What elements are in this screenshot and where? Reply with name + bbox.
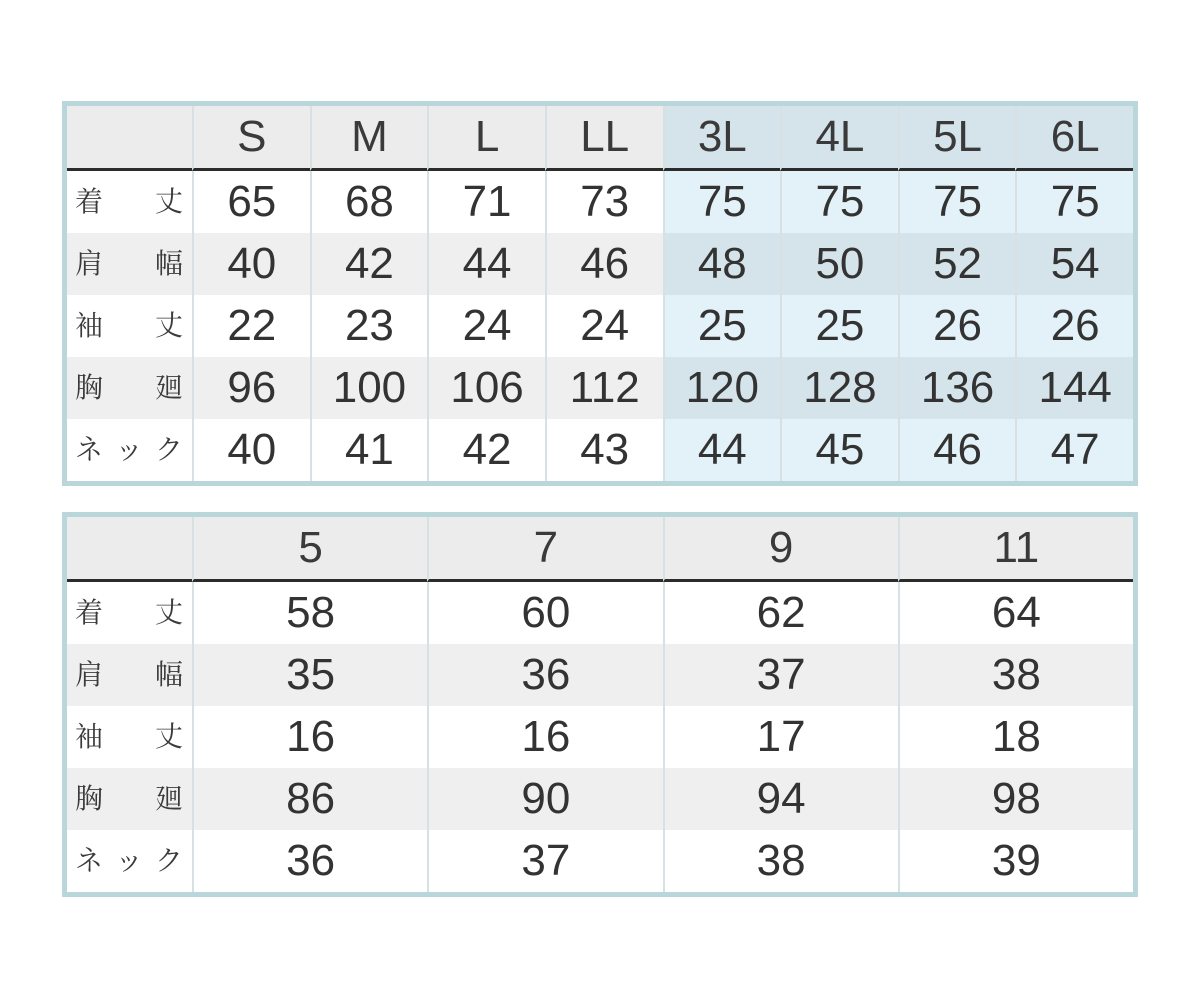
cell-value: 86	[192, 768, 427, 830]
row-label-char: 丈	[154, 309, 183, 342]
cell-value: 42	[310, 233, 428, 295]
row-label-char: 肩	[75, 247, 104, 280]
row-label-char: 袖	[75, 309, 104, 342]
cell-value: 16	[192, 706, 427, 768]
row-label	[67, 706, 192, 768]
size-header: 3L	[663, 106, 781, 171]
size-header: 5L	[898, 106, 1016, 171]
size-header: 6L	[1015, 106, 1133, 171]
cell-value: 48	[663, 233, 781, 295]
size-header: S	[192, 106, 310, 171]
cell-value: 144	[1015, 357, 1133, 419]
cell-value: 68	[310, 171, 428, 233]
row-label-char: 幅	[154, 247, 183, 280]
cell-value: 44	[663, 419, 781, 481]
row-label	[67, 830, 192, 892]
cell-value: 75	[663, 171, 781, 233]
cell-value: 54	[1015, 233, 1133, 295]
row-label	[67, 357, 192, 419]
cell-value: 64	[898, 582, 1133, 644]
row-label-char: 幅	[154, 658, 183, 691]
cell-value: 37	[663, 644, 898, 706]
row-label-char: 丈	[154, 596, 183, 629]
cell-value: 17	[663, 706, 898, 768]
cell-value: 23	[310, 295, 428, 357]
row-label	[67, 295, 192, 357]
cell-value: 45	[780, 419, 898, 481]
row-label-char: 廻	[154, 782, 183, 815]
cell-value: 44	[427, 233, 545, 295]
cell-value: 58	[192, 582, 427, 644]
cell-value: 120	[663, 357, 781, 419]
cell-value: 22	[192, 295, 310, 357]
row-label-char: 着	[75, 596, 104, 629]
row-label	[67, 582, 192, 644]
table-row	[67, 233, 1133, 295]
cell-value: 62	[663, 582, 898, 644]
table-row	[67, 419, 1133, 481]
header-row	[67, 106, 1133, 171]
table-row	[67, 357, 1133, 419]
cell-value: 50	[780, 233, 898, 295]
row-label-char: 丈	[154, 185, 183, 218]
cell-value: 24	[427, 295, 545, 357]
row-label-char: ッ	[114, 433, 143, 466]
cell-value: 40	[192, 233, 310, 295]
cell-value: 46	[898, 419, 1016, 481]
cell-value: 25	[663, 295, 781, 357]
cell-value: 75	[780, 171, 898, 233]
row-label-char: ッ	[114, 844, 143, 877]
cell-value: 75	[1015, 171, 1133, 233]
cell-value: 38	[898, 644, 1133, 706]
cell-value: 65	[192, 171, 310, 233]
table-row	[67, 644, 1133, 706]
row-label-char: ク	[154, 844, 183, 877]
cell-value: 52	[898, 233, 1016, 295]
cell-value: 39	[898, 830, 1133, 892]
row-label-char: 胸	[75, 782, 104, 815]
cell-value: 75	[898, 171, 1016, 233]
cell-value: 40	[192, 419, 310, 481]
cell-value: 43	[545, 419, 663, 481]
row-label	[67, 233, 192, 295]
table-row	[67, 706, 1133, 768]
table-row	[67, 768, 1133, 830]
corner-cell	[67, 106, 192, 171]
row-label	[67, 171, 192, 233]
cell-value: 37	[427, 830, 662, 892]
table-row	[67, 171, 1133, 233]
cell-value: 36	[192, 830, 427, 892]
cell-value: 36	[427, 644, 662, 706]
size-table-letter	[62, 101, 1138, 486]
cell-value: 26	[1015, 295, 1133, 357]
cell-value: 73	[545, 171, 663, 233]
cell-value: 24	[545, 295, 663, 357]
size-header: 9	[663, 517, 898, 582]
cell-value: 41	[310, 419, 428, 481]
cell-value: 100	[310, 357, 428, 419]
cell-value: 26	[898, 295, 1016, 357]
row-label-char: 肩	[75, 658, 104, 691]
row-label	[67, 768, 192, 830]
row-label-char: 丈	[154, 720, 183, 753]
size-table-numeric	[62, 512, 1138, 897]
size-header: L	[427, 106, 545, 171]
cell-value: 136	[898, 357, 1016, 419]
size-header: 5	[192, 517, 427, 582]
cell-value: 46	[545, 233, 663, 295]
cell-value: 35	[192, 644, 427, 706]
table-row	[67, 830, 1133, 892]
cell-value: 98	[898, 768, 1133, 830]
size-header: M	[310, 106, 428, 171]
corner-cell	[67, 517, 192, 582]
cell-value: 38	[663, 830, 898, 892]
row-label-char: ネ	[75, 433, 104, 466]
cell-value: 94	[663, 768, 898, 830]
table-row	[67, 295, 1133, 357]
row-label-char: ク	[154, 433, 183, 466]
cell-value: 16	[427, 706, 662, 768]
cell-value: 71	[427, 171, 545, 233]
cell-value: 47	[1015, 419, 1133, 481]
size-header: 7	[427, 517, 662, 582]
cell-value: 90	[427, 768, 662, 830]
cell-value: 96	[192, 357, 310, 419]
cell-value: 42	[427, 419, 545, 481]
table-row	[67, 582, 1133, 644]
row-label-char: 袖	[75, 720, 104, 753]
size-header: 11	[898, 517, 1133, 582]
size-header: 4L	[780, 106, 898, 171]
row-label	[67, 644, 192, 706]
cell-value: 128	[780, 357, 898, 419]
cell-value: 112	[545, 357, 663, 419]
row-label	[67, 419, 192, 481]
row-label-char: ネ	[75, 844, 104, 877]
header-row	[67, 517, 1133, 582]
cell-value: 106	[427, 357, 545, 419]
row-label-char: 胸	[75, 371, 104, 404]
cell-value: 60	[427, 582, 662, 644]
row-label-char: 着	[75, 185, 104, 218]
size-header: LL	[545, 106, 663, 171]
cell-value: 25	[780, 295, 898, 357]
row-label-char: 廻	[154, 371, 183, 404]
cell-value: 18	[898, 706, 1133, 768]
